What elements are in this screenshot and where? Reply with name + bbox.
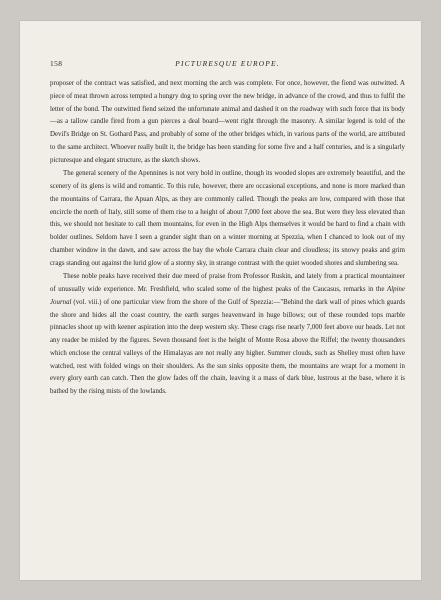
running-head (50, 58, 405, 71)
quote-text: (vol. viii.) of one particular view from the shore of the Gulf of Spezzia:—"Behind the dark wall of pines which guards the shore and hides all the coast country, the earth surges heavenward in huge billows; out of these rounded tops marble pinnacles shoot up with keener aspiration into the deep western sky. These crags rise nearly 7,000 feet above our heads. Let not any reader be misled by the figures. Seven thousand feet is the height of Monte Rosa above the Riffel; the twenty thousanders which enclose the central valleys of the Himalayas are not really any higher. Summer clouds, such as Shelley must often have watched, rest with folded wings on their shoulders. As the sun sinks opposite them, the mountains are wrapt for a moment in every glory earth can catch. Then the glow fades off the chain, leaving it a mass of dark blue, lustrous at the base, where it is bathed by the rising mists of the lowlands. (50, 298, 405, 395)
book-page (20, 21, 421, 580)
page-number: 158 (50, 59, 63, 68)
running-title: PICTURESQUE EUROPE. (175, 59, 280, 68)
text-block (50, 58, 405, 399)
paragraph-apennine-scenery: The general scenery of the Apennines is not very bold in outline, though its wooded slopes are extremely beautiful, and the scenery of its glens is wild and romantic. To this rule, however, there are occasional exceptions, and none is more marked than the mountains of Carrara, the Apuan Alps, as they are commonly called. Though the peaks are low, compared with those that encircle the north of Italy, still some of them rise to a height of about 7,000 feet above the sea. But were they less elevated than this, we should not hesitate to call them mountains, for even in the High Alps themselves it would be hard to find a chain with bolder outlines. Seldom have I seen a grander sight than on a winter morning at Spezzia, when I chanced to look out of my chamber window in the dawn, and saw across the bay the whole Carrara chain clear and cloudless; its snowy peaks and grim crags standing out against the lurid glow of a stormy sky, in strange contrast with the quiet wooded shores and slumbering sea. (50, 170, 405, 267)
journal-title: Alpine Journal (50, 286, 405, 306)
paragraph-freshfield-quote (50, 271, 405, 399)
quote-lead-text: These noble peaks have received their due meed of praise from Professor Ruskin, and lately from a practical mountaineer of unusually wide experience. Mr. Freshfield, who scaled some of the highest peaks of the Caucasus, remarks in the (50, 273, 405, 293)
paragraph-bridge-legend: proposer of the contract was satisfied, and next morning the arch was complete. For once, however, the fiend was outwitted. A piece of meat thrown across tempted a hungry dog to spring over the new bridge, in advance of the crowd, and thus to fulfil the letter of the bond. The outwitted fiend seized the unfortunate animal and dashed it on the roadway with such force that its body—as a tallow candle fired from a gun pierces a deal board—went right through the masonry. A similar legend is told of the Devil's Bridge on St. Gothard Pass, and probably of some of the other bridges which, in various parts of the world, are attributed to the same architect. Whoever really built it, the bridge has been standing for some five and a half centuries, and is a singularly picturesque and elegant structure, as the sketch shows. (50, 80, 405, 164)
